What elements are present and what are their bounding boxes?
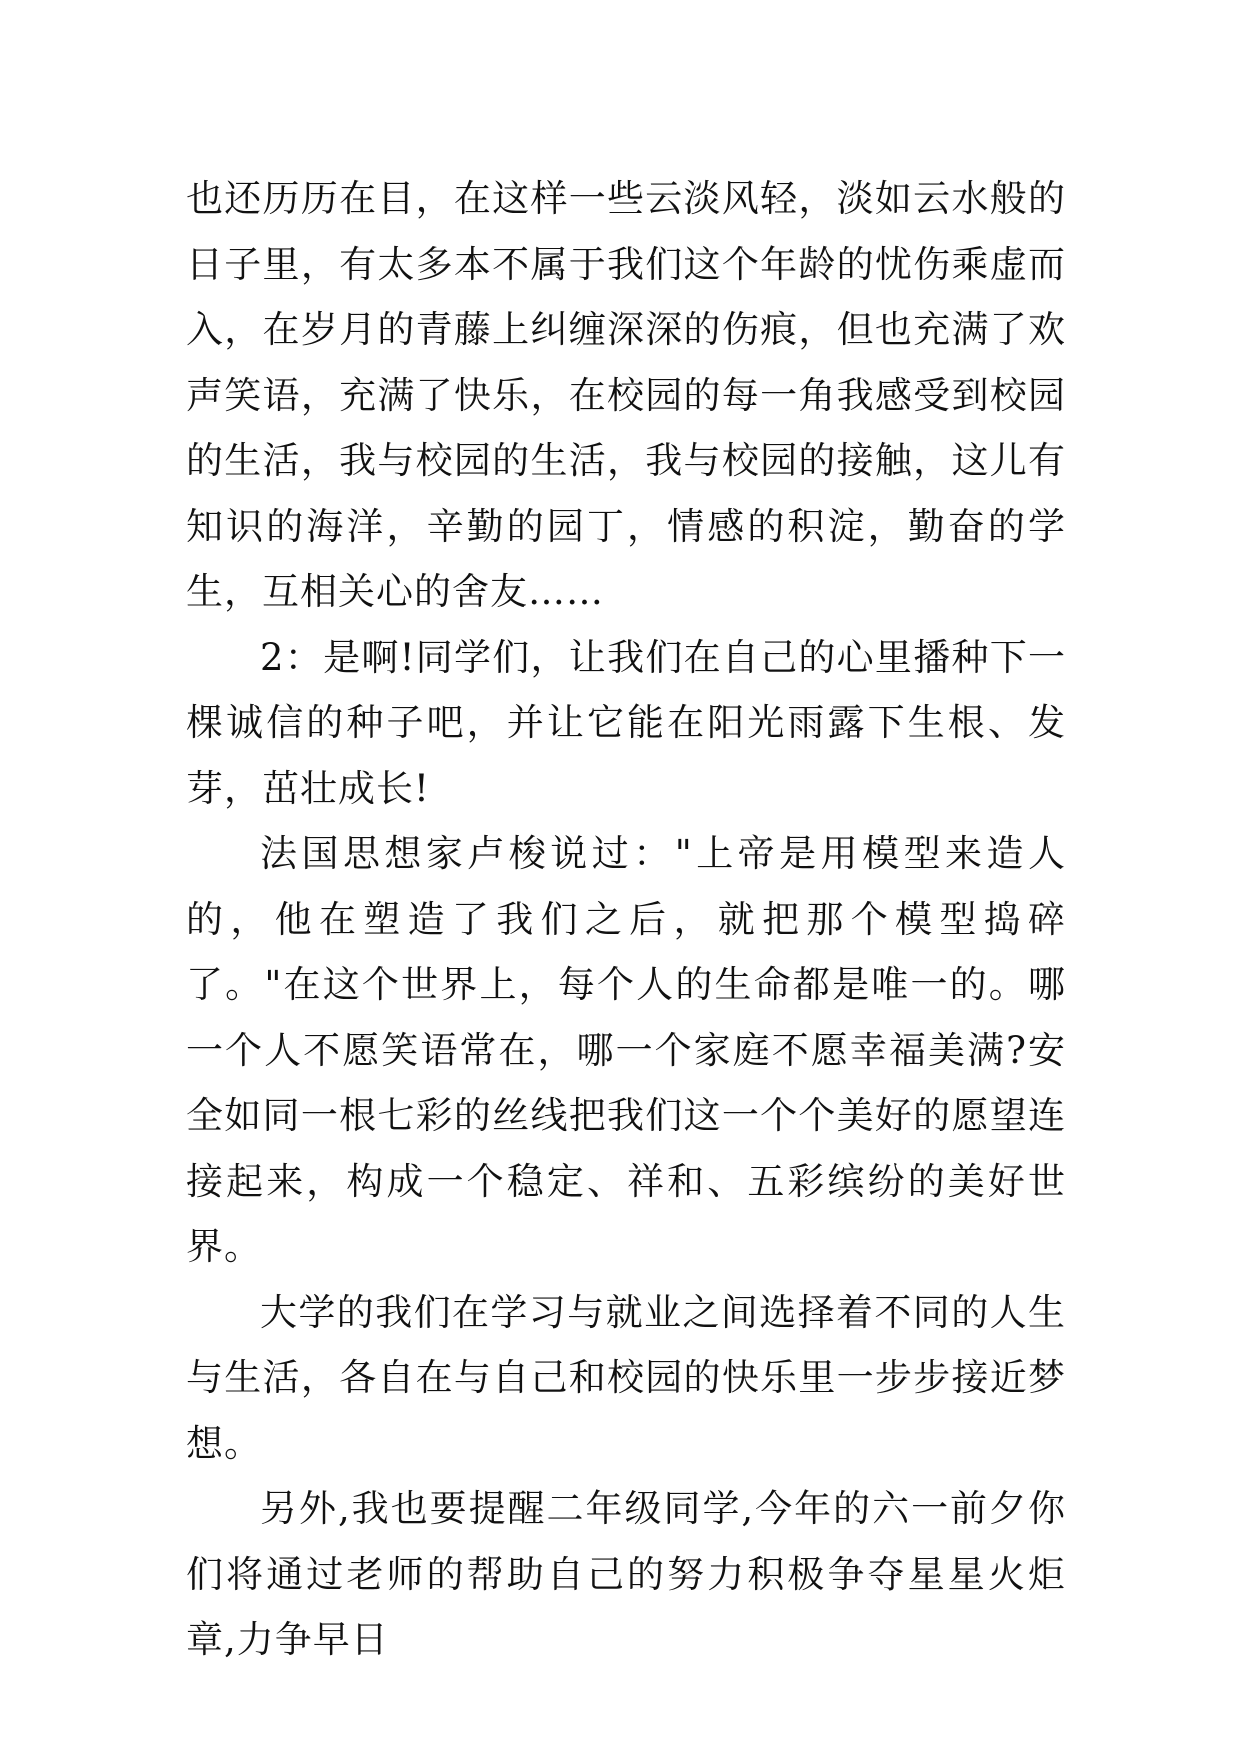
body-text: [186, 166, 1066, 1673]
paragraph: 另外,我也要提醒二年级同学,今年的六一前夕你们将通过老师的帮助自己的努力积极争夺星星火炬章,力争早日: [186, 1487, 1066, 1661]
paragraph: 大学的我们在学习与就业之间选择着不同的人生与生活，各自在与自己和校园的快乐里一步步接近梦想。: [186, 1290, 1066, 1465]
paragraph-continued: 也还历历在目，在这样一些云淡风轻，淡如云水般的日子里，有太多本不属于我们这个年龄的忧伤乘虚而入，在岁月的青藤上纠缠深深的伤痕，但也充满了欢声笑语，充满了快乐，在校园的每一角我感受到校园的生活，我与校园的生活，我与校园的接触，这儿有知识的海洋，辛勤的园丁，情感的积淀，勤奋的学生，互相关心的舍友……: [186, 177, 1066, 613]
paragraph: 2：是啊!同学们，让我们在自己的心里播种下一棵诚信的种子吧，并让它能在阳光雨露下生根、发芽，茁壮成长!: [186, 635, 1066, 810]
paragraph: 法国思想家卢梭说过："上帝是用模型来造人的，他在塑造了我们之后，就把那个模型捣碎了。"在这个世界上，每个人的生命都是唯一的。哪一个人不愿笑语常在，哪一个家庭不愿幸福美满?安全如同一根七彩的丝线把我们这一个个美好的愿望连接起来，构成一个稳定、祥和、五彩缤纷的美好世界。: [186, 832, 1066, 1268]
